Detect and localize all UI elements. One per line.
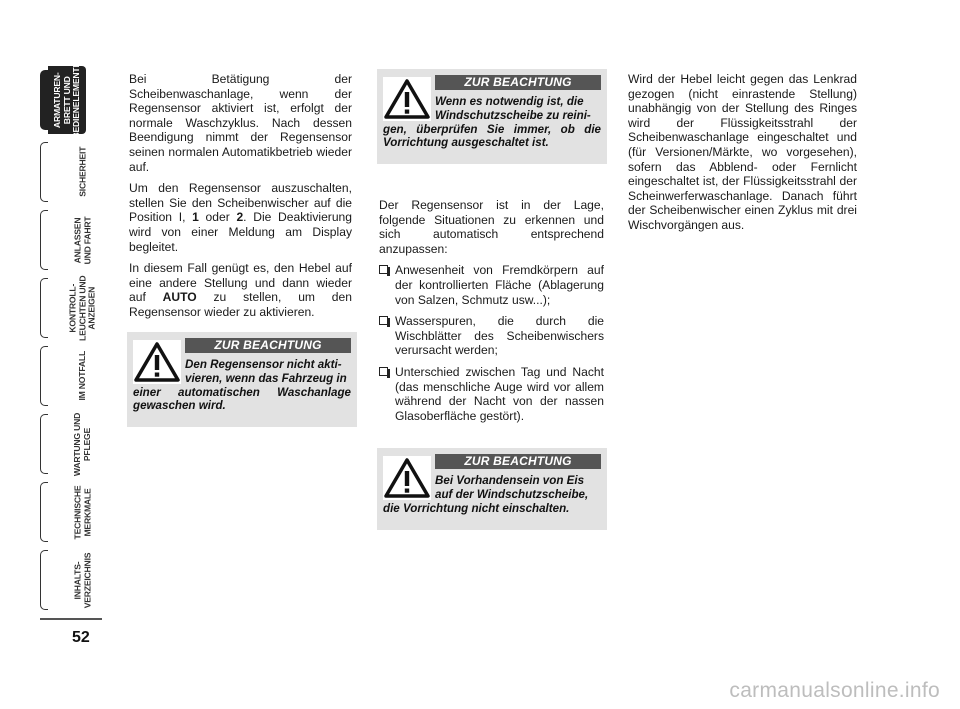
- tab-label: KONTROLL- LEUCHTEN UND ANZEIGEN: [67, 275, 97, 341]
- tab-anlassen[interactable]: [40, 206, 102, 274]
- tab-label: WARTUNG UND PFLEGE: [72, 412, 93, 476]
- tab-label: SICHERHEIT: [77, 146, 88, 198]
- warning-label: ZUR BEACHTUNG: [435, 75, 601, 90]
- paragraph: Um den Regensensor auszuschalten, stellen Sie den Scheibenwischer auf die Position I, 1 oder 2. Die Deaktivierung wird von einer Meldung am Display begleitet.: [129, 181, 352, 254]
- warning-label: ZUR BEACHTUNG: [435, 454, 601, 469]
- warning-box: [377, 69, 607, 164]
- list-item: Unterschied zwischen Tag und Nacht (das menschliche Auge wird vor allem während der Nacht von der nassen Glasoberfläche gestört).: [379, 365, 604, 423]
- page-number: 52: [72, 629, 90, 646]
- tab-label: INHALTS- VERZEICHNIS: [72, 552, 92, 608]
- tab-im-notfall[interactable]: [40, 342, 102, 410]
- paragraph: Wird der Hebel leicht gegen das Lenkrad gezogen (nicht einrastende Stellung) unabhängig von der Stellung des Ringes wird der Flüssigkeitsstrahl der Scheibenwaschanlage eingeschaltet und (für Versionen/Märkte, wo vorgesehen), sofern das Abblend- oder Fernlicht eingeschaltet ist, der Flüssigkeitsstrahl der Scheinwerferwaschanlage. Danach führt der Scheibenwischer einen Zyklus mit drei Wischvorgängen aus.: [628, 72, 857, 232]
- tab-sicherheit[interactable]: [40, 138, 102, 206]
- warning-text: Den Regensensor nicht akti- vieren, wenn das Fahrzeug in einer automatischen Waschanlage gewaschen wird.: [133, 358, 351, 413]
- column-3: [628, 72, 857, 240]
- paragraph: Bei Betätigung der Scheibenwaschanlage, wenn der Regensensor aktiviert ist, erfolgt der normale Waschzyklus. Nach dessen Beendigung nimmt der Regensensor seinen normalen Automatikbetrieb wieder auf.: [129, 72, 352, 174]
- tab-label: ANLASSEN UND FAHRT: [72, 216, 92, 264]
- warning-text: Bei Vorhandensein von Eis auf der Windschutzscheibe, die Vorrichtung nicht einschalten.: [383, 474, 589, 515]
- tab-label: TECHNISCHE MERKMALE: [72, 485, 92, 539]
- tab-label: ARMATUREN- BRETT UND BEDIENELEMENTE: [51, 61, 81, 139]
- column-1: [129, 72, 352, 327]
- warning-box: [377, 448, 607, 530]
- tab-armaturenbrett[interactable]: [40, 61, 102, 139]
- warning-label: ZUR BEACHTUNG: [185, 338, 351, 353]
- warning-text: Wenn es notwendig ist, die Windschutzscheibe zu reini- gen, überprüfen Sie immer, ob die Vorrichtung ausgeschaltet ist.: [383, 95, 601, 150]
- column-2: [379, 198, 604, 430]
- situation-list: [379, 263, 604, 423]
- warning-box: [127, 332, 357, 427]
- list-item: Anwesenheit von Fremdkörpern auf der kontrollierten Fläche (Ablagerung von Salzen, Schmutz usw...);: [379, 263, 604, 307]
- paragraph: In diesem Fall genügt es, den Hebel auf eine andere Stellung und dann wieder auf AUTO zu stellen, um den Regensensor wieder zu aktivieren.: [129, 261, 352, 319]
- watermark: carmanualsonline.info: [729, 679, 940, 702]
- tab-technische-merkmale[interactable]: [40, 478, 102, 546]
- tab-label: IM NOTFALL: [77, 351, 88, 401]
- tab-inhaltsverzeichnis[interactable]: [40, 546, 102, 614]
- list-item: Wasserspuren, die durch die Wischblätter des Scheibenwischers verursacht werden;: [379, 314, 604, 358]
- tab-wartung[interactable]: [40, 410, 102, 478]
- paragraph: Der Regensensor ist in der Lage, folgende Situationen zu erkennen und sich automatisch entsprechend anzupassen:: [379, 198, 604, 256]
- page-number-rule: [40, 618, 102, 620]
- tab-kontrollleuchten[interactable]: [40, 274, 102, 342]
